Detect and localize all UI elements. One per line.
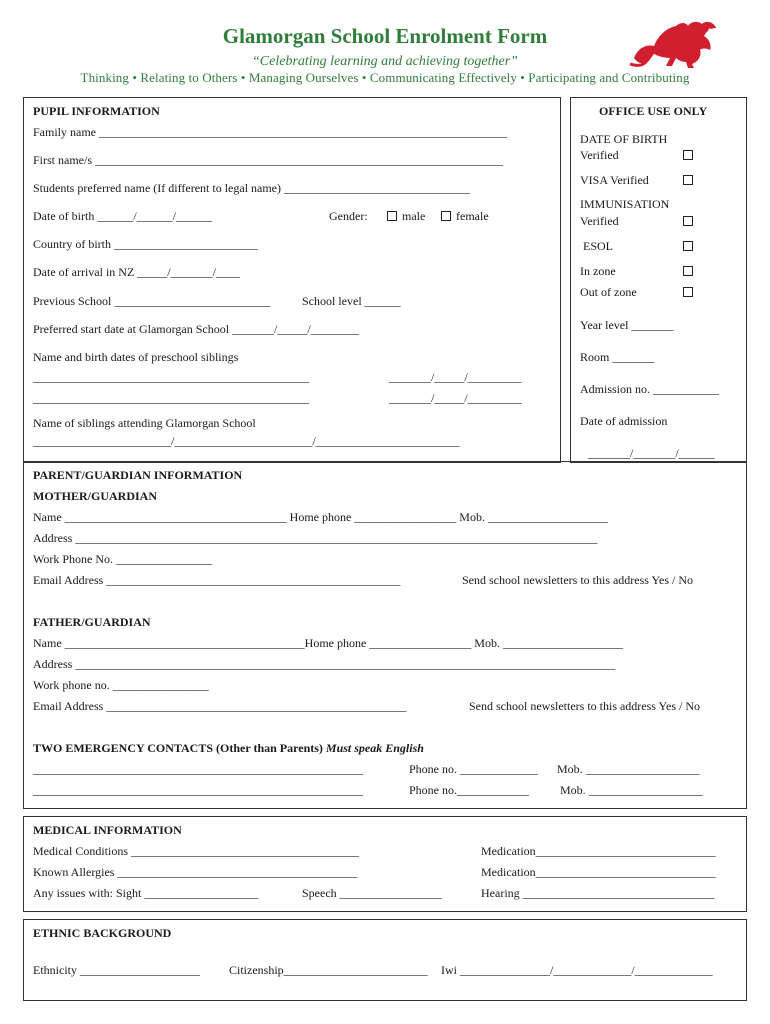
dob-field[interactable]: Date of birth ______/______/______ [33,209,212,223]
mother-address-field[interactable]: Address _______________________________________________________________________________________ [33,531,598,545]
school-siblings-field[interactable]: _______________________/_______________________/________________________ [33,434,460,448]
mother-newsletter-option[interactable]: Send school newsletters to this address Yes / No [462,573,693,587]
preschool-sibling-1-date[interactable]: _______/_____/_________ [389,370,522,384]
father-name-phone-field[interactable]: Name ________________________________________Home phone _________________ Mob. ____________________ [33,636,623,650]
father-work-phone-field[interactable]: Work phone no. ________________ [33,678,209,692]
father-heading: FATHER/GUARDIAN [33,615,151,629]
start-date-field[interactable]: Preferred start date at Glamorgan School _______/_____/________ [33,322,359,336]
preschool-siblings-label: Name and birth dates of preschool siblings [33,350,239,364]
sight-issues-field[interactable]: Any issues with: Sight ___________________ [33,886,259,900]
emergency-1-name-field[interactable]: _______________________________________________________ [33,762,363,776]
out-of-zone-label: Out of zone [580,285,637,299]
immunisation-verified-checkbox[interactable] [683,216,693,226]
male-checkbox[interactable] [387,211,397,221]
conditions-medication-field[interactable]: Medication______________________________ [481,844,716,858]
known-allergies-field[interactable]: Known Allergies ________________________________________ [33,865,358,879]
preschool-sibling-2-name[interactable]: ______________________________________________ [33,391,309,405]
emergency-2-mob-field[interactable]: Mob. ___________________ [560,783,703,797]
ethnicity-field[interactable]: Ethnicity ____________________ [33,963,200,977]
school-siblings-label: Name of siblings attending Glamorgan School [33,416,256,430]
office-heading: OFFICE USE ONLY [599,104,708,118]
country-field[interactable]: Country of birth ________________________ [33,237,258,251]
admission-date-label: Date of admission [580,414,668,428]
admission-no-field[interactable]: Admission no. ___________ [580,382,720,396]
in-zone-label: In zone [580,264,616,278]
family-name-field[interactable]: Family name ____________________________________________________________________ [33,125,507,139]
esol-label: ESOL [583,239,613,253]
out-of-zone-checkbox[interactable] [683,287,693,297]
allergies-medication-field[interactable]: Medication______________________________ [481,865,716,879]
speech-issues-field[interactable]: Speech _________________ [302,886,442,900]
previous-school-field[interactable]: Previous School __________________________ [33,294,271,308]
pupil-heading: PUPIL INFORMATION [33,104,160,118]
parent-heading: PARENT/GUARDIAN INFORMATION [33,468,243,482]
year-level-field[interactable]: Year level _______ [580,318,674,332]
medical-conditions-field[interactable]: Medical Conditions ______________________________________ [33,844,359,858]
pupil-section [23,97,561,463]
preferred-name-field[interactable]: Students preferred name (If different to legal name) _______________________________ [33,181,471,195]
iwi-field[interactable]: Iwi _______________/_____________/_____________ [441,963,713,977]
esol-checkbox[interactable] [683,241,693,251]
form-title: Glamorgan School Enrolment Form [222,24,548,48]
medical-heading: MEDICAL INFORMATION [33,823,182,837]
mother-work-phone-field[interactable]: Work Phone No. ________________ [33,552,213,566]
female-label: female [456,209,489,223]
gender-label: Gender: [329,209,368,223]
female-checkbox[interactable] [441,211,451,221]
ethnic-heading: ETHNIC BACKGROUND [33,926,172,940]
male-label: male [402,209,426,223]
father-newsletter-option[interactable]: Send school newsletters to this address Yes / No [469,699,700,713]
welsh-dragon-logo [628,18,720,70]
emergency-note: Must speak English [325,741,424,755]
form-subtitle: “Celebrating learning and achieving together” [252,54,518,69]
father-address-field[interactable]: Address __________________________________________________________________________________________ [33,657,616,671]
admission-date-field[interactable]: _______/_______/______ [588,446,715,460]
mother-email-field[interactable]: Email Address _________________________________________________ [33,573,401,587]
preschool-sibling-2-date[interactable]: _______/_____/_________ [389,391,522,405]
emergency-2-phone-field[interactable]: Phone no.____________ [409,783,529,797]
visa-verified-label: VISA Verified [580,173,649,187]
mother-name-phone-field[interactable]: Name _____________________________________ Home phone _________________ Mob. ____________________ [33,510,608,524]
school-values: Thinking • Relating to Others • Managing Ourselves • Communicating Effectively • Participating and Contributing [80,70,690,85]
office-dob-label: DATE OF BIRTH [580,132,668,146]
school-level-field[interactable]: School level ______ [302,294,401,308]
emergency-heading [33,741,424,756]
mother-heading: MOTHER/GUARDIAN [33,489,158,503]
father-email-field[interactable]: Email Address __________________________________________________ [33,699,407,713]
immunisation-verified-label: Verified [580,214,619,228]
hearing-issues-field[interactable]: Hearing ________________________________ [481,886,715,900]
emergency-heading-text: TWO EMERGENCY CONTACTS (Other than Parents) [33,741,323,755]
visa-verified-checkbox[interactable] [683,175,693,185]
emergency-1-phone-field[interactable]: Phone no. _____________ [409,762,538,776]
preschool-sibling-1-name[interactable]: ______________________________________________ [33,370,309,384]
in-zone-checkbox[interactable] [683,266,693,276]
first-names-field[interactable]: First name/s ____________________________________________________________________ [33,153,503,167]
emergency-1-mob-field[interactable]: Mob. ___________________ [557,762,700,776]
citizenship-field[interactable]: Citizenship________________________ [229,963,428,977]
immunisation-label: IMMUNISATION [580,197,670,211]
emergency-2-name-field[interactable]: _______________________________________________________ [33,783,363,797]
arrival-date-field[interactable]: Date of arrival in NZ _____/_______/____ [33,265,240,279]
office-dob-verified-label: Verified [580,148,619,162]
room-field[interactable]: Room _______ [580,350,655,364]
dob-verified-checkbox[interactable] [683,150,693,160]
